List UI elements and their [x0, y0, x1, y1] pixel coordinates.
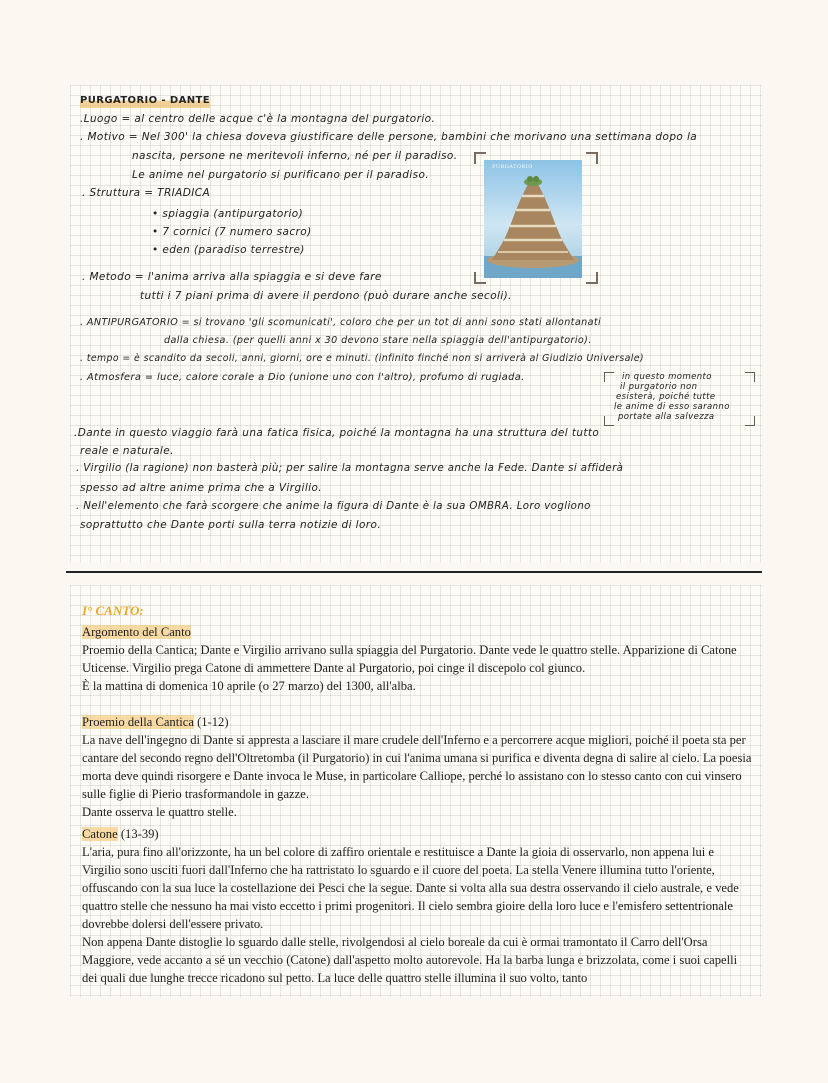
notes-line-ombra-2: soprattutto che Dante porti sulla terra notizie di loro. — [80, 519, 382, 531]
section-proemio — [82, 713, 754, 821]
bracket-right-bottom — [745, 416, 755, 426]
image-bracket-br — [586, 272, 598, 284]
notes-line-virgilio: . Virgilio (la ragione) non basterà più; per salire la montagna serve anche la Fede. Dante si affiderà — [76, 463, 624, 474]
catone-paragraph-2: Non appena Dante distoglie lo sguardo dalle stelle, rivolgendosi al cielo boreale da cui è ormai tramontato il Carro dell'Orsa Maggiore, vede accanto a sé un vecchio (Catone) dall'aspetto molto autorevole. Ha la barba lunga e brizzolata, come i suoi capelli dei quali due lunghe trecce ricadono sul petto. La luce delle quattro stelle illumina il suo volto, tanto — [82, 935, 738, 985]
section-divider — [66, 571, 762, 573]
bracket-left-bottom — [604, 416, 614, 426]
notes-title: PURGATORIO - DANTE — [80, 95, 210, 106]
notes-bullet-spiaggia: • spiaggia (antipurgatorio) — [152, 208, 304, 220]
image-bracket-tr — [586, 152, 598, 164]
side-note-line-5: portate alla salvezza — [618, 412, 715, 422]
side-note-line-4: le anime di esso saranno — [614, 402, 730, 412]
section-argomento — [82, 623, 754, 695]
image-title: PURGATORIO — [492, 164, 533, 170]
section-title-argomento: Argomento del Canto — [82, 625, 191, 639]
notes-line-dante-2: reale e naturale. — [80, 445, 174, 457]
notes-line-metodo-2: tutti i 7 piani prima di avere il perdono (può durare anche secoli). — [140, 290, 512, 302]
notes-line-motivo: . Motivo = Nel 300' la chiesa doveva giustificare delle persone, bambini che morivano una settimana dopo la — [80, 131, 698, 143]
catone-paragraph-1: L'aria, pura fino all'orizzonte, ha un bel colore di zaffiro orientale e restituisce a Dante la gioia di osservarlo, non appena lui e Virgilio sono usciti fuori dall'Inferno che ha rattristato lo sguardo e il cuore del poeta. La stella Venere illumina tutto l'oriente, offuscando con la sua luce la costellazione dei Pesci che la segue. Dante si volta alla sua destra osservando il cielo australe, e vede quattro stelle che nessuno ha mai visto eccetto i primi progenitori. Il cielo sembra gioire della loro luce e l'emisfero settentrionale dovrebbe dolersi dell'essere privato. — [82, 845, 739, 931]
notes-line-struttura: . Struttura = TRIADICA — [82, 187, 211, 199]
notes-line-virgilio-2: spesso ad altre anime prima che a Virgilio. — [80, 482, 323, 494]
section-range-catone: (13-39) — [117, 827, 159, 841]
notes-bullet-eden: • eden (paradiso terrestre) — [152, 244, 305, 256]
purgatorio-mountain-image — [484, 160, 582, 278]
side-note-line-1: in questo momento — [622, 372, 712, 382]
notes-bullet-cornici: • 7 cornici (7 numero sacro) — [152, 226, 312, 238]
mountain-illustration — [484, 160, 582, 278]
section-title-proemio: Proemio della Cantica — [82, 715, 194, 729]
notes-line-motivo-3: Le anime nel purgatorio si purificano per il paradiso. — [132, 169, 430, 181]
notes-line-antipurgatorio: . ANTIPURGATORIO = si trovano 'gli scomunicati', coloro che per un tot di anni sono stati allontanati — [80, 317, 602, 328]
notes-line-dante: .Dante in questo viaggio farà una fatica fisica, poiché la montagna ha una struttura del tutto — [74, 427, 600, 439]
bracket-left-top — [604, 372, 614, 382]
proemio-paragraph-1: La nave dell'ingegno di Dante si appresta a lasciare il mare crudele dell'Inferno e a percorrere acque migliori, poiché il poeta sta per cantare del secondo regno dell'Oltretomba (il Purgatorio) in cui l'anima umana si purifica e diventa degna di salire al cielo. La poesia morta deve quindi risorgere e Dante invoca le Muse, in particolare Calliope, perché lo assistano con lo stesso canto con cui vinsero sulle figlie di Pierio trasformandole in gazze. — [82, 733, 752, 801]
canto-summary-sheet — [70, 585, 762, 997]
notes-line-luogo: .Luogo = al centro delle acque c'è la montagna del purgatorio. — [80, 113, 436, 125]
side-note-line-2: il purgatorio non — [620, 382, 698, 392]
notes-line-antipurgatorio-2: dalla chiesa. (per quelli anni x 30 devono stare nella spiaggia dell'antipurgatorio). — [164, 335, 592, 346]
notes-line-tempo: . tempo = è scandito da secoli, anni, giorni, ore e minuti. (infinito finché non si arriverà al Giudizio Universale) — [80, 353, 644, 364]
section-range-proemio: (1-12) — [193, 715, 229, 729]
canto-heading: I° CANTO: — [82, 603, 144, 618]
notes-line-atmosfera: . Atmosfera = luce, calore corale a Dio (unione uno con l'altro), profumo di rugiada. — [80, 372, 525, 383]
notes-line-metodo: . Metodo = l'anima arriva alla spiaggia e si deve fare — [82, 271, 382, 283]
notes-line-motivo-2: nascita, persone ne meritevoli inferno, né per il paradiso. — [132, 150, 458, 162]
side-note — [612, 372, 752, 422]
notes-line-ombra: . Nell'elemento che farà scorgere che anime la figura di Dante è la sua OMBRA. Loro vogliono — [76, 501, 591, 512]
side-note-line-3: esisterà, poiché tutte — [616, 392, 716, 402]
section-catone — [82, 825, 754, 987]
proemio-paragraph-2: Dante osserva le quattro stelle. — [82, 805, 237, 819]
section-title-catone: Catone — [82, 827, 118, 841]
argomento-paragraph-1: Proemio della Cantica; Dante e Virgilio arrivano sulla spiaggia del Purgatorio. Dante vede le quattro stelle. Apparizione di Catone Uticense. Virgilio prega Catone di ammettere Dante al Purgatorio, poi cinge il discepolo col giunco. — [82, 643, 737, 675]
argomento-paragraph-2: È la mattina di domenica 10 aprile (o 27 marzo) del 1300, all'alba. — [82, 679, 416, 693]
